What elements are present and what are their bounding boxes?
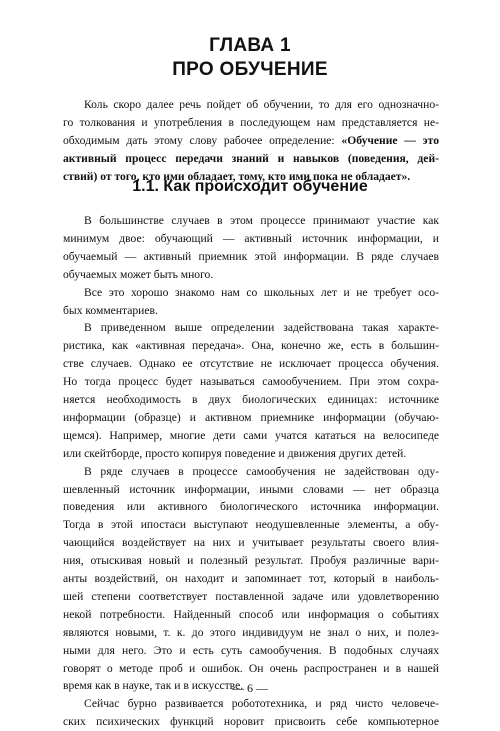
body-line: шевленный источник информации, иными словами — нет образца: [63, 482, 439, 496]
body-line: информации (образце) и активном приемнике информации (обучаю-: [63, 410, 439, 424]
section-title: 1.1. Как происходит обучение: [132, 178, 368, 195]
body-line: Все это хорошо знакомо нам со школьных лет и не требует осо-: [84, 285, 439, 299]
body-line: Тогда в этой ипостаси выступают неодушевленные элементы, а обу-: [63, 518, 439, 532]
body-line: Но тогда процесс будет называться самообучением. При этом сохра-: [63, 375, 439, 389]
chapter-title-line1: ГЛАВА 1: [209, 35, 291, 56]
intro-line: ствий) от того, кто ими обладает, тому, кто ими пока не обладает».: [63, 169, 411, 183]
intro-line-part: обходимым дать этому слову рабочее определение:: [63, 133, 342, 147]
chapter-title-line2: ПРО ОБУЧЕНИЕ: [172, 59, 328, 80]
body-line: чающийся воздействует на них и учитывает результаты своего влия-: [63, 536, 439, 550]
body-line: шей степени соответствует поставленной задаче или удовлетворению: [63, 589, 439, 603]
body-line: няется необходимость в двух биологических единицах: источнике: [63, 393, 439, 406]
body-line: стве случаев. Однако ее отсутствие не исключает процесса обучения.: [63, 357, 439, 371]
body-line: некой потребности. Найденный способ или информация о событиях: [63, 607, 439, 621]
intro-line: активный процесс передачи знаний и навыков (поведения, дей-: [63, 151, 439, 165]
body-line: поведения или активного биологического источника информации.: [63, 500, 439, 514]
body-line: бых комментариев.: [63, 303, 158, 317]
body-line: ских психических функций норовит присвоить себе компьютерное: [63, 715, 439, 729]
intro-line: го толкования и употребления в последующем нам представляется не-: [63, 115, 439, 129]
page-number: — 6 —: [232, 681, 268, 695]
body-line: минимум двое: обучающий — активный источник информации, и: [63, 231, 439, 245]
body-line: Сейчас бурно развивается робототехника, и ряд чисто человече-: [84, 697, 439, 711]
body-line: В приведенном выше определении задействована такая характе-: [84, 321, 439, 335]
body-line: или скейтборде, просто копируя поведение и движения других детей.: [63, 446, 407, 460]
body-line: ния, отыскивая новый и полезный результат. Пробуя различные вари-: [63, 554, 439, 568]
body-line: В большинстве случаев в этом процессе принимают участие как: [84, 214, 439, 227]
body-line: ристика, как «активная передача». Она, конечно же, есть в большин-: [63, 339, 439, 353]
definition-bold: «Обучение — это: [341, 133, 439, 147]
body-line: обучаемых может быть много.: [63, 267, 214, 281]
body-line: говорят о методе проб и ошибок. Он очень распространен и в нашей: [63, 661, 439, 675]
intro-line: Коль скоро далее речь пойдет об обучении, то для его однозначно-: [84, 98, 439, 111]
body-line: время как в науке, так и в искусстве.: [63, 679, 244, 693]
body-line: являются новыми, т. к. до этого индивидуум не знал о них, и полез-: [63, 625, 439, 639]
body-line: анты воздействий, он находит и запоминает тот, который в наиболь-: [63, 572, 439, 585]
intro-line: [63, 132, 439, 150]
body-line: обучаемый — активный приемник этой информации. В ряде случаев: [63, 249, 439, 263]
body-line: щемся). Например, многие дети сами учатся кататься на велосипеде: [63, 428, 439, 442]
body-line: В ряде случаев в процессе самообучения не задействован оду-: [84, 464, 439, 478]
body-line: ными для него. Это и есть суть самообучения. В подобных случаях: [63, 643, 439, 657]
